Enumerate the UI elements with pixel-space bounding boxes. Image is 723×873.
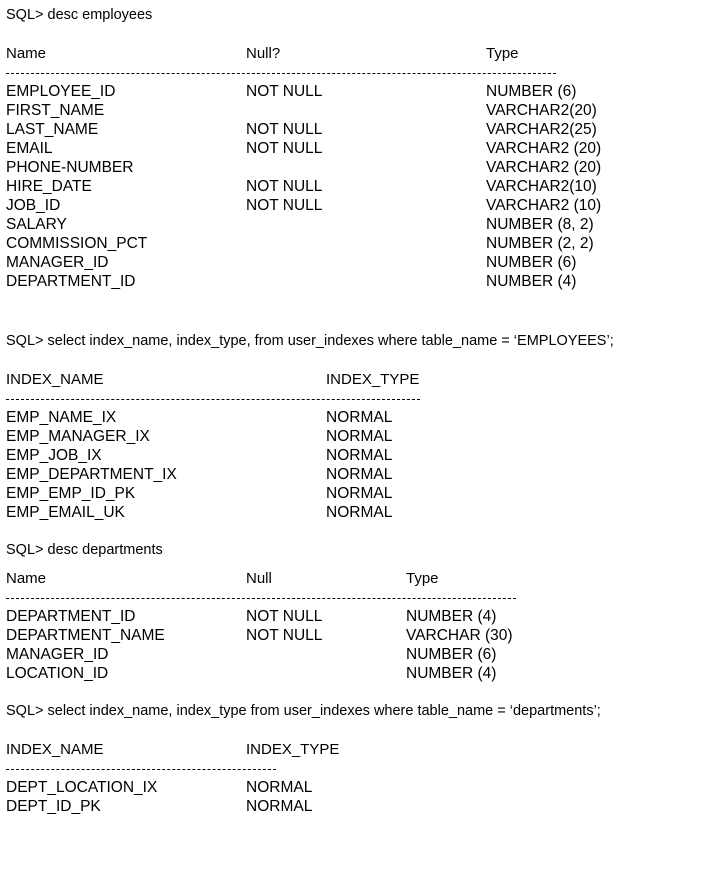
department-indexes-header-row [6,740,721,759]
table-row [6,215,721,234]
table-row [6,484,721,503]
table-row [6,101,721,120]
data-type: VARCHAR (30) [406,627,513,644]
table-row [6,664,721,683]
column-name: DEPARTMENT_NAME [6,627,165,644]
departments-header-row [6,569,721,588]
data-type: NUMBER (8, 2) [486,216,594,233]
header-separator [6,598,516,599]
index-type: NORMAL [326,466,393,483]
index-name: EMP_DEPARTMENT_IX [6,466,177,483]
column-name: EMPLOYEE_ID [6,83,116,100]
data-type: NUMBER (6) [486,254,577,271]
header-separator [6,769,276,770]
column-name: EMAIL [6,140,53,157]
header-separator [6,73,556,74]
column-header-index-type: INDEX_TYPE [326,371,420,388]
column-header-null: Null? [246,45,281,62]
column-header-index-name: INDEX_NAME [6,741,104,758]
data-type: NUMBER (2, 2) [486,235,594,252]
column-name: LAST_NAME [6,121,99,138]
table-row [6,645,721,664]
index-name: DEPT_ID_PK [6,798,101,815]
table-row [6,797,721,816]
data-type: NUMBER (4) [406,665,497,682]
index-type: NORMAL [326,428,393,445]
table-row [6,196,721,215]
index-type: NORMAL [246,798,313,815]
index-type: NORMAL [326,485,393,502]
table-row [6,503,721,522]
column-name: PHONE-NUMBER [6,159,134,176]
index-name: EMP_MANAGER_IX [6,428,150,445]
null-constraint: NOT NULL [246,121,323,138]
column-name: COMMISSION_PCT [6,235,148,252]
column-header-index-type: INDEX_TYPE [246,741,340,758]
column-header-null: Null [246,570,272,587]
employee-indexes-header-row [6,370,721,389]
null-constraint: NOT NULL [246,608,323,625]
employees-header-row [6,44,721,63]
column-header-type: Type [486,45,519,62]
index-type: NORMAL [326,504,393,521]
index-type: NORMAL [246,779,313,796]
column-header-index-name: INDEX_NAME [6,371,104,388]
table-row [6,158,721,177]
data-type: VARCHAR2(10) [486,178,597,195]
data-type: NUMBER (6) [486,83,577,100]
sql-output-sheet [6,0,721,825]
table-row [6,778,721,797]
table-row [6,253,721,272]
table-row [6,427,721,446]
column-name: JOB_ID [6,197,61,214]
table-row [6,82,721,101]
column-name: FIRST_NAME [6,102,105,119]
sql-command-select-employee-indexes: SQL> select index_name, index_type, from user_indexes where table_name = ‘EMPLOYEES’; [6,333,614,349]
data-type: VARCHAR2(25) [486,121,597,138]
column-header-type: Type [406,570,439,587]
column-header-name: Name [6,570,47,587]
table-row [6,408,721,427]
null-constraint: NOT NULL [246,178,323,195]
data-type: NUMBER (4) [406,608,497,625]
table-row [6,272,721,291]
column-name: HIRE_DATE [6,178,92,195]
index-type: NORMAL [326,409,393,426]
null-constraint: NOT NULL [246,140,323,157]
index-name: EMP_NAME_IX [6,409,117,426]
table-row [6,465,721,484]
index-type: NORMAL [326,447,393,464]
sql-command-select-department-indexes: SQL> select index_name, index_type from user_indexes where table_name = ‘departments’; [6,703,601,719]
null-constraint: NOT NULL [246,197,323,214]
column-name: SALARY [6,216,67,233]
column-name: LOCATION_ID [6,665,109,682]
data-type: VARCHAR2 (10) [486,197,602,214]
index-name: EMP_EMAIL_UK [6,504,125,521]
sql-command-desc-employees: SQL> desc employees [6,7,153,23]
table-row [6,607,721,626]
column-name: MANAGER_ID [6,254,109,271]
table-row [6,120,721,139]
column-name: MANAGER_ID [6,646,109,663]
null-constraint: NOT NULL [246,627,323,644]
data-type: VARCHAR2 (20) [486,159,602,176]
data-type: NUMBER (4) [486,273,577,290]
table-row [6,234,721,253]
table-row [6,139,721,158]
column-header-name: Name [6,45,47,62]
index-name: DEPT_LOCATION_IX [6,779,158,796]
data-type: VARCHAR2 (20) [486,140,602,157]
table-row [6,446,721,465]
data-type: NUMBER (6) [406,646,497,663]
header-separator [6,399,420,400]
table-row [6,626,721,645]
sql-command-desc-departments: SQL> desc departments [6,542,163,558]
index-name: EMP_JOB_IX [6,447,102,464]
column-name: DEPARTMENT_ID [6,273,136,290]
table-row [6,177,721,196]
data-type: VARCHAR2(20) [486,102,597,119]
column-name: DEPARTMENT_ID [6,608,136,625]
index-name: EMP_EMP_ID_PK [6,485,136,502]
null-constraint: NOT NULL [246,83,323,100]
